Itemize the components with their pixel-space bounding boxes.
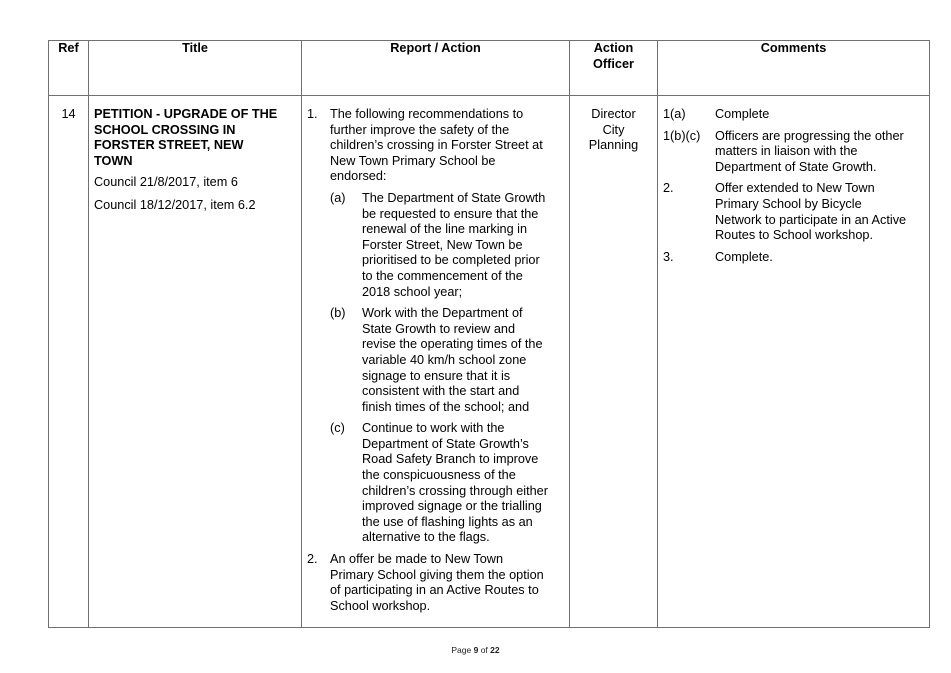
text-line: the use of flashing lights as an [362, 514, 533, 529]
text-line: New Town Primary School be [330, 153, 496, 168]
text-line: alternative to the flags. [362, 530, 490, 545]
petition-title [94, 107, 295, 169]
text-line: Work with the Department of [362, 306, 523, 321]
officer-line: Director [591, 107, 636, 121]
text-line: prioritised to be completed prior [362, 253, 540, 268]
title-cell [89, 96, 302, 628]
text-line: Department of State Growth. [715, 159, 877, 174]
text-line: the conspicuousness of the [362, 468, 516, 483]
title-line: TOWN [94, 153, 133, 168]
council-reference-2: Council 18/12/2017, item 6.2 [94, 197, 256, 212]
header-title: Title [89, 41, 302, 96]
comment-ref: 1(b)(c) [663, 128, 701, 143]
officer-line: Planning [588, 138, 639, 153]
ref-cell: 14 [49, 96, 89, 628]
of-label: of [480, 645, 488, 655]
comment-ref: 1(a) [663, 107, 686, 121]
header-ref: Ref [49, 41, 89, 96]
comment-item [663, 107, 923, 123]
text-line: finish times of the school; and [362, 399, 530, 414]
recommendation-1 [307, 107, 563, 546]
text-line: be requested to ensure that the [362, 206, 539, 221]
comment-item [663, 181, 923, 243]
header-comments: Comments [658, 41, 930, 96]
title-line: FORSTER STREET, NEW [94, 138, 244, 153]
item-number: 1. [307, 107, 318, 121]
text-line: Primary School giving them the option [330, 567, 544, 582]
table-row [49, 96, 930, 628]
sub-label: (b) [330, 306, 346, 321]
header-report-action: Report / Action [302, 41, 570, 96]
text-line: further improve the safety of the [330, 122, 510, 137]
text-line: Officers are progressing the other [715, 128, 904, 143]
text-line: Forster Street, New Town be [362, 237, 523, 252]
title-line: SCHOOL CROSSING IN [94, 122, 236, 137]
text-line: Routes to School workshop. [715, 228, 873, 243]
text-line: matters in liaison with the [715, 144, 858, 159]
sub-label: (a) [330, 190, 346, 205]
text-line: Complete [715, 107, 770, 121]
page-footer [0, 645, 951, 655]
text-line: Complete. [715, 249, 773, 264]
page-total: 22 [490, 645, 500, 655]
text-line: Road Safety Branch to improve [362, 452, 539, 467]
page-current: 9 [473, 645, 479, 655]
action-officer-cell [570, 96, 658, 628]
sub-item-b [330, 306, 563, 415]
header-officer-line2: Officer [593, 56, 634, 71]
report-action-cell [302, 96, 570, 628]
text-line: Network to participate in an Active [715, 212, 907, 227]
text-line: The following recommendations to [330, 107, 524, 121]
sub-item-c [330, 421, 563, 546]
page-label: Page [451, 645, 472, 655]
text-line: to the commencement of the [362, 268, 523, 283]
recommendation-2 [307, 552, 563, 614]
comment-ref: 3. [663, 249, 674, 264]
text-line: signage to ensure that it is [362, 368, 511, 383]
text-line: revise the operating times of the [362, 337, 543, 352]
text-line: Offer extended to New Town [715, 181, 875, 196]
header-officer-line1: Action [593, 41, 634, 55]
sub-item-a [330, 191, 563, 300]
item-number: 2. [307, 552, 318, 567]
text-line: An offer be made to New Town [330, 552, 504, 567]
text-line: improved signage or the trialling [362, 499, 542, 514]
text-line: renewal of the line marking in [362, 222, 528, 237]
text-line: Department of State Growth’s [362, 436, 529, 451]
text-line: of participating in an Active Routes to [330, 583, 539, 598]
text-line: endorsed: [330, 169, 387, 184]
text-line: Primary School by Bicycle [715, 196, 862, 211]
sub-label: (c) [330, 421, 345, 436]
council-reference-1: Council 21/8/2017, item 6 [94, 175, 238, 190]
officer-line: City [602, 122, 625, 137]
text-line: Continue to work with the [362, 421, 505, 436]
comments-cell [658, 96, 930, 628]
text-line: State Growth to review and [362, 321, 516, 336]
text-line: children’s crossing in Forster Street at [330, 138, 543, 153]
title-line: PETITION - UPGRADE OF THE [94, 107, 278, 121]
header-row [49, 41, 930, 96]
text-line: School workshop. [330, 598, 431, 613]
text-line: The Department of State Growth [362, 190, 546, 205]
text-line: variable 40 km/h school zone [362, 352, 527, 367]
action-table [48, 40, 930, 628]
text-line: consistent with the start and [362, 384, 520, 399]
text-line: children’s crossing through either [362, 483, 548, 498]
comment-ref: 2. [663, 181, 674, 196]
comment-item [663, 129, 923, 176]
text-line: 2018 school year; [362, 284, 463, 299]
comment-item [663, 250, 923, 266]
header-action-officer [570, 41, 658, 96]
